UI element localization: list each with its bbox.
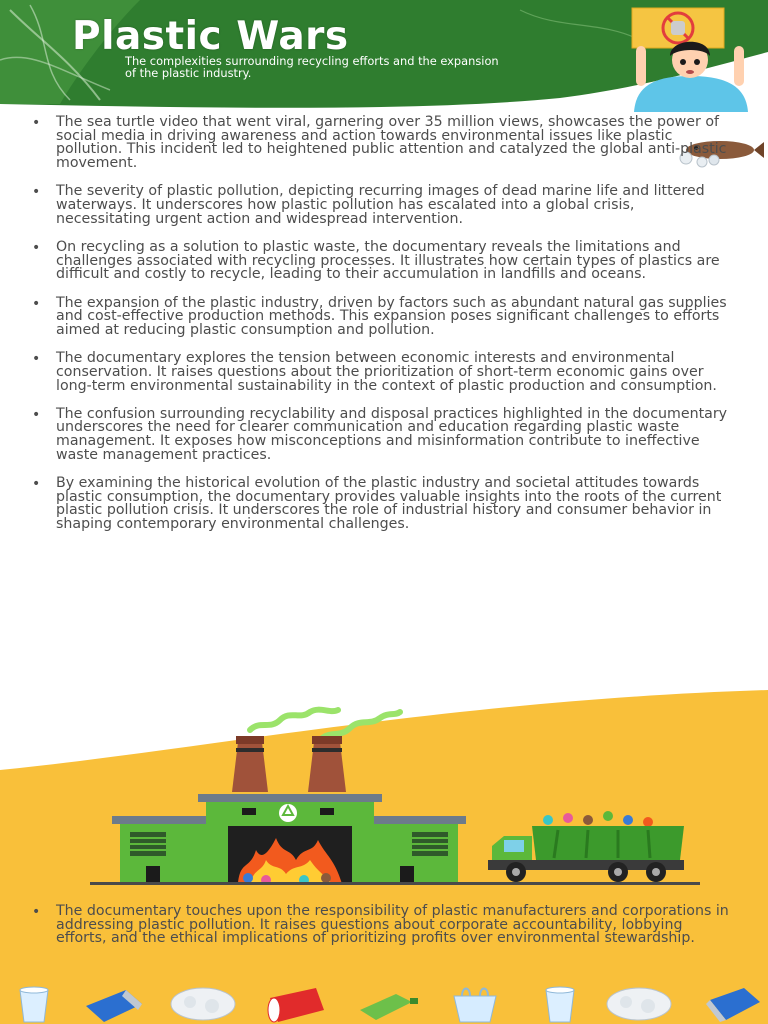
bullet-dot: • bbox=[32, 351, 41, 368]
list-item bbox=[30, 405, 730, 463]
list-item bbox=[30, 116, 730, 171]
bullet-dot: • bbox=[32, 184, 41, 201]
bullet-dot: • bbox=[32, 115, 41, 131]
green-bottle-icon bbox=[356, 984, 422, 1024]
list-item bbox=[30, 477, 730, 532]
page-subtitle: The complexities surrounding recycling efforts and the expansion of the plastic industry. bbox=[125, 54, 499, 80]
list-item bbox=[30, 905, 730, 946]
list-item-text: The sea turtle video that went viral, garnering over 35 million views, showcases the power of social media in driving awareness and action towards environmental issues like plastic pollution. This incident led to heightened public attention and catalyzed the global anti-plastic movement. bbox=[56, 114, 727, 172]
crushed-can-icon bbox=[704, 984, 764, 1024]
factory-illustration bbox=[90, 700, 470, 885]
list-item-text: By examining the historical evolution of the plastic industry and societal attitudes towards plastic consumption, the documentary provides valuable insights into the roots of the current plastic pollution crisis. It underscores the role of industrial history and consumer behavior in shaping contemporary environmental challenges. bbox=[56, 475, 722, 533]
crushed-can-icon bbox=[82, 984, 146, 1024]
bullet-dot: • bbox=[32, 406, 41, 423]
list-item-text: The expansion of the plastic industry, driven by factors such as abundant natural gas supplies and cost-effective production methods. This expansion poses significant challenges to efforts aimed at reducing plastic consumption and pollution. bbox=[56, 294, 727, 338]
list-item-text: The documentary touches upon the responsibility of plastic manufacturers and corporations in addressing plastic pollution. It raises questions about corporate accountability, lobbying efforts, and the ethical implications of prioritizing profits over environmental stewardship. bbox=[56, 903, 729, 947]
plastic-waste-icons-row bbox=[0, 984, 768, 1024]
list-item-text: The severity of plastic pollution, depicting recurring images of dead marine life and littered waterways. It underscores how plastic pollution has escalated into a global crisis, necessitating urgent action and widespread intervention. bbox=[56, 183, 705, 227]
bullet-list bbox=[30, 116, 730, 546]
plastic-cup-icon bbox=[538, 984, 582, 1024]
list-item bbox=[30, 185, 730, 226]
garbage-truck-illustration bbox=[488, 810, 688, 885]
list-item-text: The confusion surrounding recyclability and disposal practices highlighted in the documentary underscores the need for clearer communication and education regarding plastic waste management. It exposes how misconceptions and misinformation contribute to ineffective waste management practices. bbox=[56, 405, 728, 463]
protester-illustration bbox=[624, 6, 764, 112]
red-cup-icon bbox=[264, 984, 330, 1024]
header-banner bbox=[0, 0, 768, 115]
styrofoam-icon bbox=[168, 984, 238, 1024]
list-item-text: On recycling as a solution to plastic waste, the documentary reveals the limitations and challenges associated with recycling processes. It illustrates how certain types of plastics are difficult and costly to recycle, leading to their accumulation in landfills and oceans. bbox=[56, 238, 720, 283]
list-item bbox=[30, 238, 730, 283]
ground-line bbox=[90, 882, 700, 885]
bottom-bullet-list bbox=[30, 905, 730, 961]
bullet-dot: • bbox=[32, 239, 41, 256]
page-title: Plastic Wars bbox=[72, 14, 349, 59]
bullet-dot: • bbox=[32, 295, 41, 312]
plastic-bag-icon bbox=[444, 984, 506, 1024]
plastic-cup-icon bbox=[12, 984, 56, 1024]
styrofoam-icon bbox=[604, 984, 674, 1024]
bullet-dot: • bbox=[32, 904, 41, 920]
list-item-text: The documentary explores the tension between economic interests and environmental conservation. It raises questions about the prioritization of short-term economic gains over long-term environmental sustainability in the context of plastic production and consumption. bbox=[56, 350, 717, 394]
list-item bbox=[30, 352, 730, 393]
list-item bbox=[30, 294, 730, 338]
bullet-dot: • bbox=[32, 476, 41, 493]
